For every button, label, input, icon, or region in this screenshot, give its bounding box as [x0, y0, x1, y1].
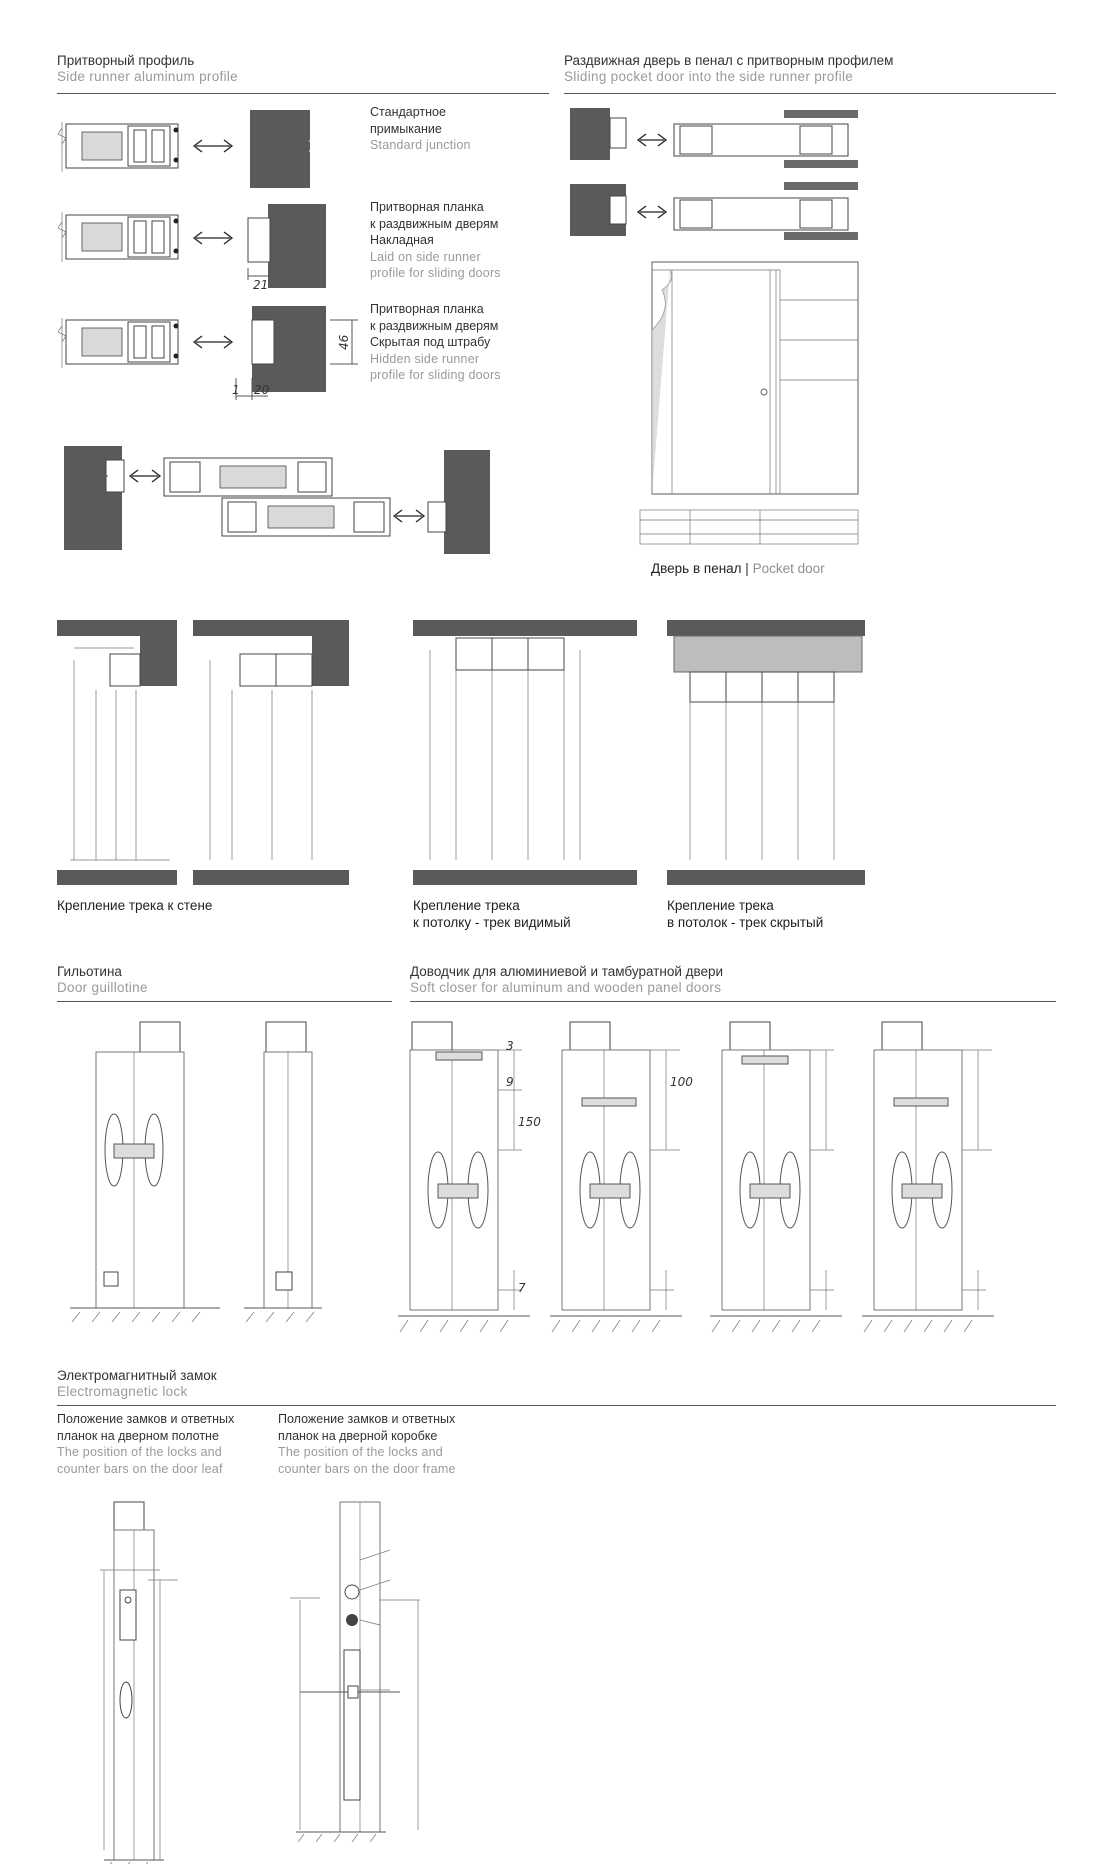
dim-20: 20	[254, 383, 270, 397]
em-lock-title-ru: Электромагнитный замок	[57, 1368, 217, 1383]
pocket-caption-sep: |	[741, 561, 753, 576]
lock-frame-drawing	[290, 1502, 420, 1842]
soft-closer-title-en: Soft closer for aluminum and wooden panel doors	[410, 980, 722, 995]
closer-dim-9: 9	[506, 1075, 514, 1089]
closer-dim-150: 150	[518, 1115, 541, 1129]
pocket-title-ru: Раздвижная дверь в пенал с притворным профилем	[564, 53, 894, 68]
track-caption-ceiling-hidden: Крепление трека в потолок - трек скрытый	[667, 898, 824, 930]
junction-standard-en: Standard junction	[370, 138, 471, 152]
closer-dim-3: 3	[506, 1039, 514, 1053]
guillotine-title-ru: Гильотина	[57, 964, 122, 979]
em-lock-title-en: Electromagnetic lock	[57, 1384, 188, 1399]
junction-standard-ru: Стандартное примыкание	[370, 105, 446, 136]
junction-laid-en: Laid on side runner profile for sliding doors	[370, 249, 501, 280]
pocket-caption-ru: Дверь в пенал	[651, 561, 742, 576]
side-runner-title-en: Side runner aluminum profile	[57, 69, 238, 84]
dim-46: 46	[337, 334, 351, 350]
lock-leaf-drawing	[100, 1502, 178, 1864]
lock-caption-frame-ru: Положение замков и ответных планок на дверной коробке	[278, 1412, 456, 1443]
track-caption-ceiling-visible: Крепление трека к потолку - трек видимый	[413, 898, 571, 930]
lock-caption-leaf-en: The position of the locks and counter bars on the door leaf	[57, 1445, 223, 1476]
soft-closer-title-ru: Доводчик для алюминиевой и тамбуратной двери	[410, 964, 724, 979]
junction-hidden-ru: Притворная планка к раздвижным дверям Скрытая под штрабу	[370, 302, 499, 349]
junction-laid-ru: Притворная планка к раздвижным дверям Накладная	[370, 200, 499, 247]
guillotine-title-en: Door guillotine	[57, 980, 148, 995]
lock-caption-leaf-ru: Положение замков и ответных планок на дверном полотне	[57, 1412, 235, 1443]
junction-hidden-en: Hidden side runner profile for sliding doors	[370, 351, 501, 382]
pocket-title-en: Sliding pocket door into the side runner profile	[564, 69, 854, 84]
closer-dim-7: 7	[518, 1281, 526, 1295]
lock-caption-frame-en: The position of the locks and counter bars on the door frame	[278, 1445, 456, 1476]
closer-dim-100: 100	[670, 1075, 693, 1089]
dim-1: 1	[232, 383, 240, 397]
track-caption-wall: Крепление трека к стене	[57, 898, 213, 913]
side-runner-title-ru: Притворный профиль	[57, 53, 195, 68]
dim-21: 21	[253, 278, 269, 292]
pocket-caption-en: Pocket door	[752, 561, 825, 576]
